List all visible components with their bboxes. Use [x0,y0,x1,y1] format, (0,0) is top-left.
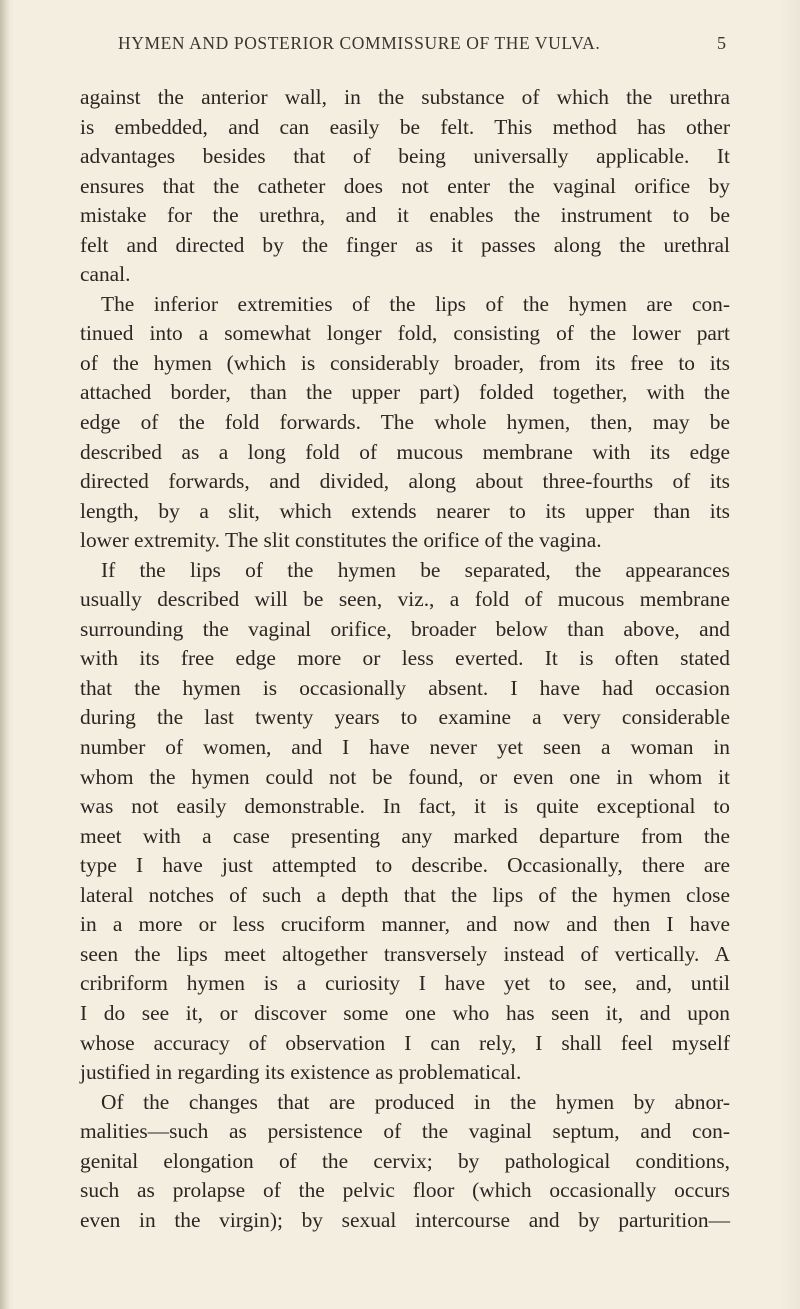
text-line: Of the changes that are produced in the hymen by abnor- [101,1089,730,1114]
text-line: was not easily demonstrable. In fact, it is quite exceptional to [80,794,730,819]
text-line: that the hymen is occasionally absent. I have had occasion [80,675,730,700]
text-line: with its free edge more or less everted. It is often stated [80,646,730,671]
text-line: of the hymen (which is considerably broader, from its free to its [80,350,730,375]
body-text [80,83,730,1235]
text-line: cribriform hymen is a curiosity I have yet to see, and, until [80,971,730,996]
text-line: number of women, and I have never yet seen a woman in [80,735,730,760]
text-line: even in the virgin); by sexual intercourse and by parturition— [80,1207,730,1232]
text-line: ensures that the catheter does not enter the vaginal orifice by [80,173,730,198]
text-line: type I have just attempted to describe. Occasionally, there are [80,853,730,878]
text-line: meet with a case presenting any marked departure from the [80,823,730,848]
text-line: such as prolapse of the pelvic floor (which occasionally occurs [80,1178,730,1203]
text-line: mistake for the urethra, and it enables the instrument to be [80,203,730,228]
text-line: surrounding the vaginal orifice, broader below than above, and [80,616,730,641]
text-line: malities—such as persistence of the vaginal septum, and con- [80,1119,730,1144]
text-line: usually described will be seen, viz., a fold of mucous membrane [80,587,730,612]
page-gutter-shadow [0,0,10,1309]
text-line: felt and directed by the finger as it passes along the urethral [80,232,730,257]
text-line: directed forwards, and divided, along about three-fourths of its [80,469,730,494]
text-line: whose accuracy of observation I can rely, I shall feel myself [80,1030,730,1055]
text-line: seen the lips meet altogether transversely instead of vertically. A [80,941,730,966]
text-line: If the lips of the hymen be separated, the appearances [101,557,730,582]
text-line: whom the hymen could not be found, or even one in whom it [80,764,730,789]
text-line: The inferior extremities of the lips of the hymen are con- [101,291,730,316]
text-line: during the last twenty years to examine a very considerable [80,705,730,730]
text-line: against the anterior wall, in the substance of which the urethra [80,85,730,109]
running-head: HYMEN AND POSTERIOR COMMISSURE OF THE VULVA. [118,33,601,53]
text-line: advantages besides that of being universally applicable. It [80,144,730,169]
text-line: tinued into a somewhat longer fold, consisting of the lower part [80,321,730,346]
page-header [118,33,726,59]
text-line: justified in regarding its existence as problematical. [80,1060,522,1085]
text-line: I do see it, or discover some one who has seen it, and upon [80,1000,730,1025]
text-line: lower extremity. The slit constitutes the orifice of the vagina. [80,528,602,553]
text-line: attached border, than the upper part) folded together, with the [80,380,730,405]
text-line: lateral notches of such a depth that the lips of the hymen close [80,882,730,907]
text-line: is embedded, and can easily be felt. This method has other [80,114,730,139]
text-line: genital elongation of the cervix; by pathological conditions, [80,1148,730,1173]
text-line: edge of the fold forwards. The whole hymen, then, may be [80,410,730,435]
text-line: in a more or less cruciform manner, and now and then I have [80,912,730,937]
text-line: canal. [80,262,131,287]
page-number: 5 [717,33,726,53]
text-line: described as a long fold of mucous membrane with its edge [80,439,730,464]
text-line: length, by a slit, which extends nearer to its upper than its [80,498,730,523]
